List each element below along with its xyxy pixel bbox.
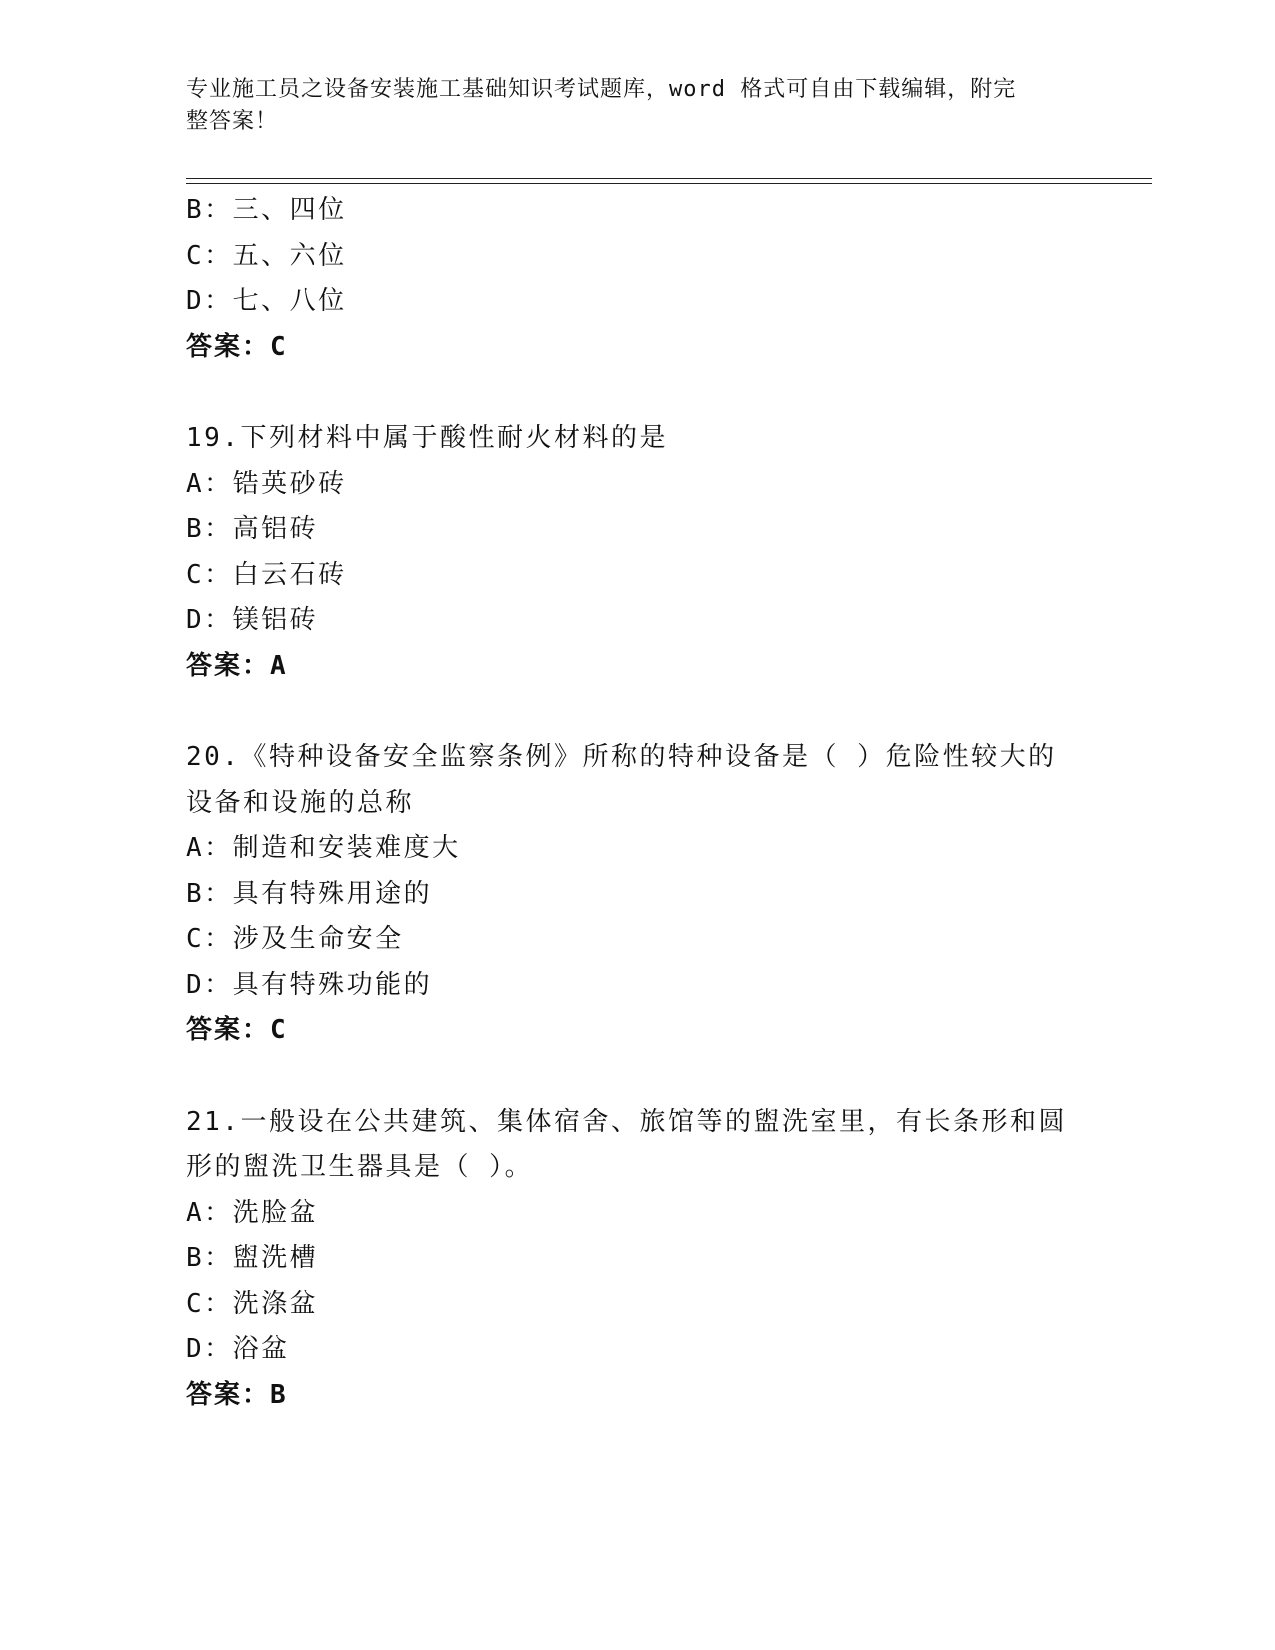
question-stem: 19.下列材料中属于酸性耐火材料的是 — [186, 423, 668, 453]
page-header — [186, 74, 1066, 138]
answer: 答案：B — [186, 1379, 288, 1410]
option-b: B：盥洗槽 — [186, 1243, 319, 1273]
option-c: C：洗涤盆 — [186, 1288, 319, 1319]
answer: 答案：C — [186, 331, 288, 362]
option-a: A：制造和安装难度大 — [186, 833, 461, 863]
question-stem-line1: 21.一般设在公共建筑、集体宿舍、旅馆等的盥洗室里，有长条形和圆 — [186, 1106, 1067, 1137]
question-20 — [186, 735, 1086, 1054]
question-stem-line1: 20.《特种设备安全监察条例》所称的特种设备是（ ）危险性较大的 — [186, 742, 1057, 772]
option-a: A：锆英砂砖 — [186, 468, 347, 499]
option-c: C：五、六位 — [186, 240, 347, 271]
option-b: B：具有特殊用途的 — [186, 878, 433, 909]
option-d: D：具有特殊功能的 — [186, 969, 433, 1000]
header-title-line1: 专业施工员之设备安装施工基础知识考试题库，word 格式可自由下载编辑，附完 — [186, 77, 1017, 102]
question-18 — [186, 188, 1086, 370]
option-d: D：浴盆 — [186, 1334, 290, 1364]
header-divider-bottom — [186, 183, 1152, 184]
answer: 答案：A — [186, 650, 288, 681]
answer: 答案：C — [186, 1015, 288, 1045]
question-list — [186, 188, 1086, 1418]
option-d: D：七、八位 — [186, 286, 347, 316]
header-title-line2: 整答案！ — [186, 109, 279, 134]
option-a: A：洗脸盆 — [186, 1197, 319, 1228]
question-19 — [186, 416, 1086, 689]
option-c: C：白云石砖 — [186, 559, 347, 590]
option-c: C：涉及生命安全 — [186, 924, 404, 954]
option-b: B：高铝砖 — [186, 514, 319, 544]
option-d: D：镁铝砖 — [186, 605, 319, 635]
question-stem-line2: 设备和设施的总称 — [186, 787, 415, 818]
question-21 — [186, 1100, 1086, 1419]
question-stem-line2: 形的盥洗卫生器具是（ ）。 — [186, 1152, 534, 1182]
option-b: B：三、四位 — [186, 195, 347, 225]
header-divider-top — [186, 178, 1152, 179]
